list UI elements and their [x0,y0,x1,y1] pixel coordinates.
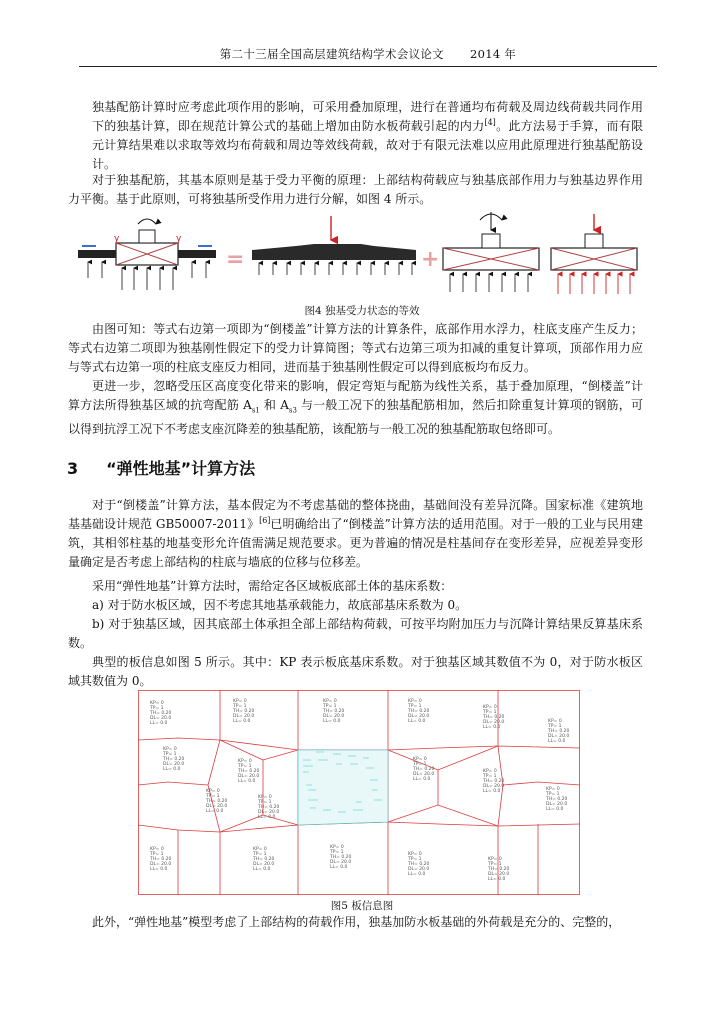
svg-text:KP= 0TP= 1TH= 0.20DL= 20.0LL=: KP= 0 TP= 1 TH= 0.20 DL= 20.0 LL= 0.0 [413,757,435,782]
header-year: 2014 年 [469,47,517,61]
svg-text:KP= 0TP= 1TH= 0.20DL= 20.0LL=: KP= 0 TP= 1 TH= 0.20 DL= 20.0 LL= 0.0 [233,699,255,724]
subscript-s1: s1 [251,406,260,415]
svg-text:KP= 0TP= 1TH= 0.20DL= 20.0LL=: KP= 0 TP= 1 TH= 0.20 DL= 20.0 LL= 0.0 [408,699,430,724]
fig4-panel-1 [78,219,216,290]
svg-text:KP= 0TP= 1TH= 0.20DL= 20.0LL=: KP= 0 TP= 1 TH= 0.20 DL= 20.0 LL= 0.0 [330,845,352,870]
svg-text:KP= 0TP= 1TH= 0.20DL= 20.0LL=: KP= 0 TP= 1 TH= 0.20 DL= 20.0 LL= 0.0 [150,847,172,872]
citation-6: [6] [259,516,271,525]
svg-text:KP= 0TP= 1TH= 0.20DL= 20.0LL=: KP= 0 TP= 1 TH= 0.20 DL= 20.0 LL= 0.0 [548,719,570,744]
svg-text:KP= 0TP= 1TH= 0.20DL= 20.0LL=: KP= 0 TP= 1 TH= 0.20 DL= 20.0 LL= 0.0 [483,705,505,730]
header-title: 第二十三届全国高层建筑结构学术会议论文 [219,47,444,61]
svg-text:KP= 0TP= 1TH= 0.20DL= 20.0LL=: KP= 0 TP= 1 TH= 0.20 DL= 20.0 LL= 0.0 [258,795,280,820]
paragraph-4-text-c: 与一般工况下的独基配筋相加，然后扣除重复计算项的钢筋，可以得到抗浮工况下不考虑支座沉降差的独基配筋，该配筋与一般工况的独基配筋取包络即可。 [68,398,643,437]
fig4-plus: + [421,247,440,272]
svg-text:KP= 0TP= 1TH= 0.20DL= 20.0LL=: KP= 0 TP= 1 TH= 0.20 DL= 20.0 LL= 0.0 [488,857,510,882]
svg-text:KP= 0TP= 1TH= 0.20DL= 20.0LL=: KP= 0 TP= 1 TH= 0.20 DL= 20.0 LL= 0.0 [483,769,505,794]
paragraph-7: a) 对于防水板区域，因不考虑其地基承载能力，故底部基床系数为 0。 [92,598,468,612]
fig4-panel-4 [551,214,637,294]
paragraph-2: 对于独基配筋，其基本原则是基于受力平衡的原理：上部结构荷载应与独基底部作用力与独基边界作用力平衡。基于此原则，可将独基所受作用力进行分解，如图 4 所示。 [68,173,643,206]
fig4-panel-3 [443,212,539,292]
running-header [80,46,656,62]
figure-5-caption: 图5 板信息图 [330,900,394,912]
paragraph-4-text-b: 和 A [259,398,289,412]
figure-4-caption: 图4 独基受力状态的等效 [304,305,420,317]
section-number: 3 [67,459,79,478]
svg-text:KP= 0TP= 1TH= 0.20DL= 20.0LL=: KP= 0 TP= 1 TH= 0.20 DL= 20.0 LL= 0.0 [546,787,568,812]
figure-4 [76,210,646,300]
svg-text:KP= 0TP= 1TH= 0.20DL= 20.0LL=: KP= 0 TP= 1 TH= 0.20 DL= 20.0 LL= 0.0 [323,699,345,724]
paragraph-4 [68,377,643,439]
fig4-panel-2 [252,216,416,275]
svg-text:KP= 0TP= 1TH= 0.20DL= 20.0LL=: KP= 0 TP= 1 TH= 0.20 DL= 20.0 LL= 0.0 [150,701,172,726]
paragraph-4-text-a: 更进一步，忽略受压区高度变化带来的影响，假定弯矩与配筋为线性关系，基于叠加原理，“倒楼盖”计算方法所得独基区域的抗弯配筋 A [68,379,643,412]
paragraph-3: 由图可知：等式右边第一项即为“倒楼盖”计算方法的计算条件，底部作用水浮力，柱底支座产生反力；等式右边第二项即为独基刚性假定下的受力计算简图；等式右边第三项为扣减的重复计算项，顶部作用力应与等式右边第一项的柱底支座反力相同，进而基于独基刚性假定可以得到底板均布反力。 [68,322,643,374]
section-title: “弹性地基”计算方法 [106,459,256,478]
paragraph-1-text-b: 。此方法易于手算，而有限元计算结果难以求取等效均布荷载和周边等效线荷载，故对于有限元法难以应用此原理进行独基配筋设计。 [92,119,643,171]
header-rule [79,66,657,67]
section-heading [67,456,255,479]
paragraph-5 [68,496,643,572]
svg-text:KP= 0TP= 1TH= 0.20DL= 20.0LL=: KP= 0 TP= 1 TH= 0.20 DL= 20.0 LL= 0.0 [408,852,430,877]
svg-text:KP= 0TP= 1TH= 0.20DL= 20.0LL=: KP= 0 TP= 1 TH= 0.20 DL= 20.0 LL= 0.0 [206,789,228,814]
paragraph-1-text-a: 独基配筋计算时应考虑此项作用的影响，可采用叠加原理，进行在普通均布荷载及周边线荷载共同作用下的独基计算，即在规范计算公式的基础上增加由防水板荷载引起的内力 [92,100,643,133]
subscript-s3: s3 [288,406,297,415]
fig5-independent-footing-region [298,750,388,825]
fig4-equals: = [226,247,245,272]
paragraph-5-text-a: 对于“倒楼盖”计算方法，基本假定为不考虑基础的整体挠曲，基础间没有差异沉降。国家标准《建筑地基基础设计规范 GB50007-2011》 [68,498,643,531]
paragraph-6: 采用“弹性地基”计算方法时，需给定各区域板底部土体的基床系数： [92,579,453,593]
svg-text:KP= 0TP= 1TH= 0.20DL= 20.0LL=: KP= 0 TP= 1 TH= 0.20 DL= 20.0 LL= 0.0 [238,759,260,784]
svg-text:γ: γ [114,234,120,244]
paragraph-1 [92,98,643,174]
paragraph-9: 典型的板信息如图 5 所示。其中：KP 表示板底基床系数。对于独基区域其数值不为 0，对于防水板区域其数值为 0。 [68,655,643,688]
paragraph-8: b) 对于独基区域，因其底部土体承担全部上部结构荷载，可按平均附加压力与沉降计算结果反算基床系数。 [68,617,643,650]
citation-4: [4] [484,118,496,127]
svg-text:γ: γ [176,234,182,244]
paragraph-5-text-b: 已明确给出了“倒楼盖”计算方法的适用范围。对于一般的工业与民用建筑，其相邻柱基的地基变形允许值需满足规范要求。更为普遍的情况是柱基间存在变形差异，应视差异变形量确定是否考虑上部结构的柱底与墙底的位移与位移差。 [68,517,643,569]
svg-text:KP= 0TP= 1TH= 0.20DL= 20.0LL=: KP= 0 TP= 1 TH= 0.20 DL= 20.0 LL= 0.0 [163,747,185,772]
figure-5 [138,690,580,895]
svg-text:KP= 0TP= 1TH= 0.20DL= 20.0LL=: KP= 0 TP= 1 TH= 0.20 DL= 20.0 LL= 0.0 [253,847,275,872]
paragraph-10: 此外，“弹性地基”模型考虑了上部结构的荷载作用，独基加防水板基础的外荷载是充分的、完整的， [92,915,621,929]
